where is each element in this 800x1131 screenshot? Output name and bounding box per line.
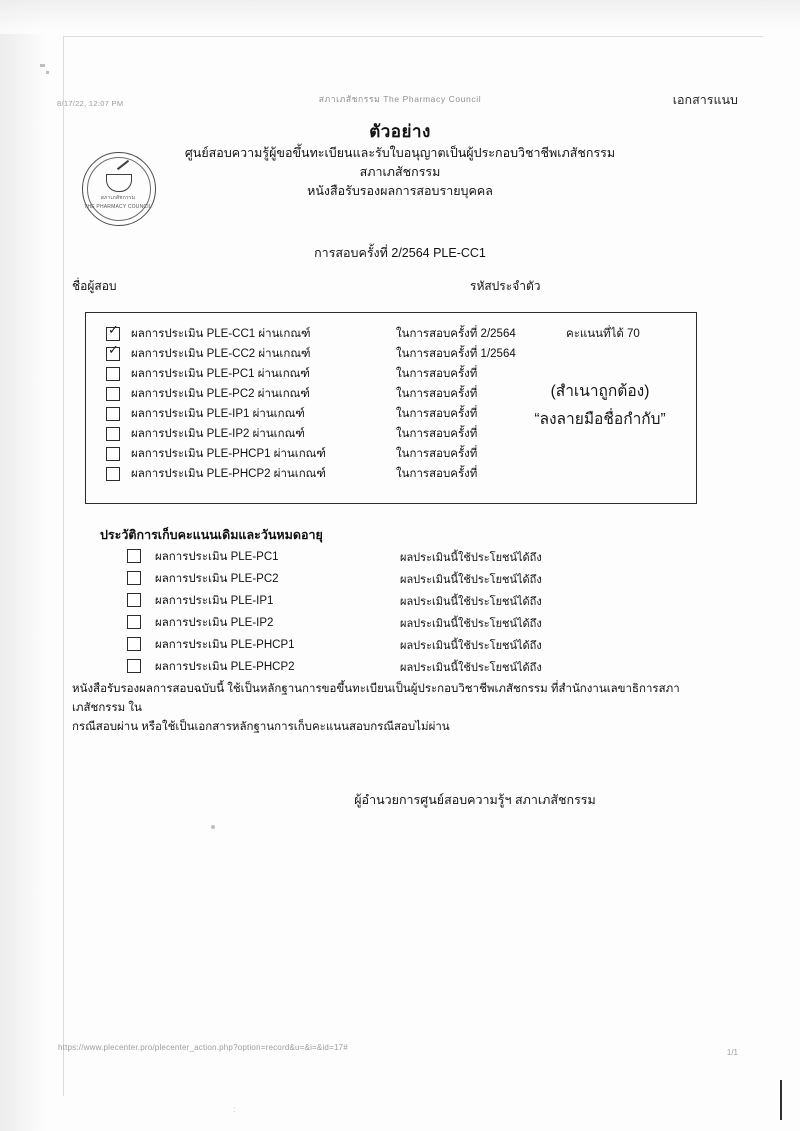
title-line-2: สภาเภสัชกรรม	[359, 165, 441, 179]
history-label: ผลการประเมิน PLE-IP2	[155, 617, 274, 629]
result-checkbox-pc2[interactable]	[106, 387, 120, 401]
history-label: ผลการประเมิน PLE-PHCP1	[155, 639, 295, 651]
result-round: ในการสอบครั้งที่	[396, 408, 478, 420]
scan-artifact-mark: :	[233, 1105, 236, 1114]
result-label: ผลการประเมิน PLE-IP1 ผ่านเกณฑ์	[131, 408, 305, 420]
history-note: ผลประเมินนี้ใช้ประโยชน์ได้ถึง	[400, 574, 542, 586]
title-line-3: หนังสือรับรองผลการสอบรายบุคคล	[307, 184, 493, 198]
result-round: ในการสอบครั้งที่	[396, 448, 478, 460]
history-row	[0, 658, 800, 678]
history-label: ผลการประเมิน PLE-PC1	[155, 551, 279, 563]
result-checkbox-phcp1[interactable]	[106, 447, 120, 461]
history-note: ผลประเมินนี้ใช้ประโยชน์ได้ถึง	[400, 552, 542, 564]
result-label: ผลการประเมิน PLE-CC1 ผ่านเกณฑ์	[131, 328, 311, 340]
result-row	[86, 325, 696, 345]
history-checkbox-ip1[interactable]	[127, 593, 141, 607]
check-icon: ✓	[108, 323, 119, 338]
result-label: ผลการประเมิน PLE-PHCP1 ผ่านเกณฑ์	[131, 448, 326, 460]
examinee-id-label: รหัสประจำตัว	[470, 279, 541, 293]
result-row	[86, 445, 696, 465]
certified-copy-line-1: (สำเนาถูกต้อง)	[550, 383, 650, 400]
history-row	[0, 570, 800, 590]
result-round: ในการสอบครั้งที่	[396, 368, 478, 380]
result-label: ผลการประเมิน PLE-CC2 ผ่านเกณฑ์	[131, 348, 311, 360]
history-row	[0, 548, 800, 568]
result-round: ในการสอบครั้งที่	[396, 388, 478, 400]
seal-text-top: สภาเภสัชกรรม	[100, 195, 136, 201]
result-label: ผลการประเมิน PLE-PHCP2 ผ่านเกณฑ์	[131, 468, 326, 480]
result-checkbox-cc1[interactable]	[106, 323, 120, 341]
history-note: ผลประเมินนี้ใช้ประโยชน์ได้ถึง	[400, 596, 542, 608]
check-icon: ✓	[108, 343, 119, 358]
title-line-1: ศูนย์สอบความรู้ผู้ขอขึ้นทะเบียนและรับใบอนุญาตเป็นผู้ประกอบวิชาชีพเภสัชกรรม	[184, 146, 616, 160]
scan-edge-bar	[780, 1080, 782, 1120]
examinee-name-label: ชื่อผู้สอบ	[72, 279, 117, 293]
council-header-text: สภาเภสัชกรรม The Pharmacy Council	[318, 94, 482, 104]
result-label: ผลการประเมิน PLE-IP2 ผ่านเกณฑ์	[131, 428, 305, 440]
result-checkbox-pc1[interactable]	[106, 367, 120, 381]
result-checkbox-phcp2[interactable]	[106, 467, 120, 481]
footnote-text	[72, 680, 732, 737]
scan-speck	[40, 64, 45, 67]
example-watermark-title: ตัวอย่าง	[369, 122, 431, 141]
history-note: ผลประเมินนี้ใช้ประโยชน์ได้ถึง	[400, 640, 542, 652]
history-label: ผลการประเมิน PLE-PHCP2	[155, 661, 295, 673]
certified-copy-line-2: “ลงลายมือชื่อกำกับ”	[534, 411, 666, 428]
pharmacy-council-seal-icon	[82, 152, 156, 226]
exam-round-heading: การสอบครั้งที่ 2/2564 PLE-CC1	[314, 246, 486, 260]
history-checkbox-ip2[interactable]	[127, 615, 141, 629]
history-note: ผลประเมินนี้ใช้ประโยชน์ได้ถึง	[400, 618, 542, 630]
result-round: ในการสอบครั้งที่ 2/2564	[396, 328, 516, 340]
scan-timestamp: 8/17/22, 12:07 PM	[57, 99, 124, 108]
result-round: ในการสอบครั้งที่	[396, 428, 478, 440]
scan-speck	[211, 825, 215, 829]
history-checkbox-pc2[interactable]	[127, 571, 141, 585]
scan-edge-shadow-top	[0, 0, 800, 34]
result-label: ผลการประเมิน PLE-PC1 ผ่านเกณฑ์	[131, 368, 310, 380]
history-checkbox-phcp2[interactable]	[127, 659, 141, 673]
attachment-label: เอกสารแนบ	[672, 93, 738, 107]
result-checkbox-ip1[interactable]	[106, 407, 120, 421]
history-row	[0, 614, 800, 634]
history-checkbox-phcp1[interactable]	[127, 637, 141, 651]
history-section-title: ประวัติการเก็บคะแนนเดิมและวันหมดอายุ	[100, 528, 323, 542]
certified-copy-stamp	[500, 378, 700, 434]
history-row	[0, 636, 800, 656]
page-fold-line-top	[63, 36, 763, 37]
seal-text-bottom: THE PHARMACY COUNCIL	[84, 204, 152, 210]
result-round: ในการสอบครั้งที่ 1/2564	[396, 348, 516, 360]
scan-speck	[46, 71, 49, 74]
history-label: ผลการประเมิน PLE-PC2	[155, 573, 279, 585]
source-url-footer: https://www.plecenter.pro/plecenter_action.php?option=record&u=&i=&id=17#	[58, 1043, 348, 1052]
result-row	[86, 465, 696, 485]
history-note: ผลประเมินนี้ใช้ประโยชน์ได้ถึง	[400, 662, 542, 674]
result-checkbox-cc2[interactable]	[106, 343, 120, 361]
signer-title: ผู้อำนวยการศูนย์สอบความรู้ฯ สภาเภสัชกรรม	[354, 793, 596, 807]
footnote-line-2: กรณีสอบผ่าน หรือใช้เป็นเอกสารหลักฐานการเก็บคะแนนสอบกรณีสอบไม่ผ่าน	[72, 721, 450, 733]
result-round: ในการสอบครั้งที่	[396, 468, 478, 480]
footnote-line-1: หนังสือรับรองผลการสอบฉบับนี้ ใช้เป็นหลักฐานการขอขึ้นทะเบียนเป็นผู้ประกอบวิชาชีพเภสัชกรรม ที่สำนักงานเลขาธิการสภาเภสัชกรรม ใน	[72, 683, 680, 714]
history-label: ผลการประเมิน PLE-IP1	[155, 595, 274, 607]
result-label: ผลการประเมิน PLE-PC2 ผ่านเกณฑ์	[131, 388, 310, 400]
page-number: 1/1	[726, 1048, 738, 1057]
result-row	[86, 345, 696, 365]
history-row	[0, 592, 800, 612]
result-checkbox-ip2[interactable]	[106, 427, 120, 441]
history-checkbox-pc1[interactable]	[127, 549, 141, 563]
result-score: คะแนนที่ได้ 70	[566, 328, 640, 340]
